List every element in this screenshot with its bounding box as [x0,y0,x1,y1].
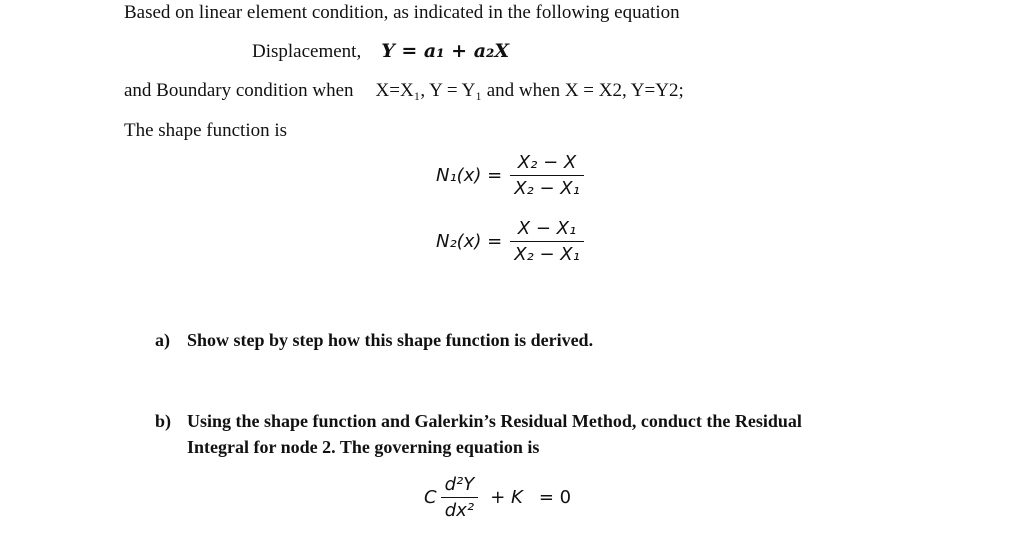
n1-numerator: X₂ − X [517,152,577,173]
question-b-text-line2: Integral for node 2. The governing equation is [187,437,540,457]
n1-lhs: N₁(x) = [436,165,503,186]
shape-function-n2 [436,218,584,265]
question-b [155,408,802,460]
question-b-label: b) [155,411,172,431]
question-a [155,330,593,351]
n2-lhs: N₂(x) = [436,231,503,252]
governing-rhs: = 0 [538,487,572,508]
displacement-equation: Y = a₁ + a₂X [381,40,510,62]
displacement-line [252,40,509,63]
question-b-text-line1: Using the shape function and Galerkin’s Residual Method, conduct the Residual [187,411,802,431]
n2-numerator: X − X₁ [517,218,577,239]
governing-denominator: dx² [441,497,478,521]
shape-intro: The shape function is [124,120,288,141]
governing-numerator: d²Y [444,474,475,495]
boundary-condition: X=X₁, Y = Y₁ and when X = X2, Y=Y2; [375,80,684,101]
governing-equation [424,474,571,521]
question-a-label: a) [155,330,170,350]
question-a-text: Show step by step how this shape function is derived. [187,330,594,350]
displacement-label: Displacement, [252,41,362,62]
boundary-prefix: and Boundary condition when [124,80,354,101]
shape-function-n1 [436,152,584,199]
n1-denominator: X₂ − X₁ [510,175,584,199]
n1-fraction [510,152,584,199]
governing-coef: C [424,487,437,508]
governing-plus-k: + K [490,487,523,508]
boundary-line [124,80,684,102]
n2-fraction [510,218,584,265]
governing-fraction [441,474,479,521]
n2-denominator: X₂ − X₁ [510,241,584,265]
intro-line: Based on linear element condition, as indicated in the following equation [124,2,680,23]
